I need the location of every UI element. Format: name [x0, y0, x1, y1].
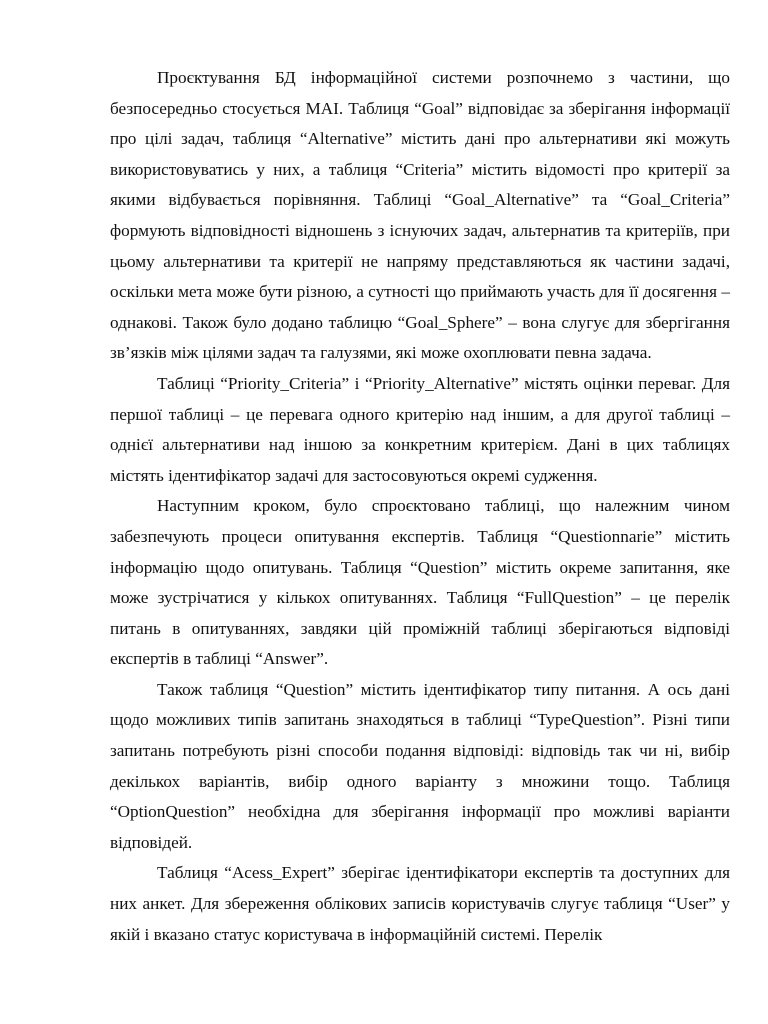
paragraph-mai-tables: Проєктування БД інформаційної системи розпочнемо з частини, що безпосередньо стосується МАІ. Таблиця “Goal” відповідає за зберігання інформації про цілі задач, таблиця “Alternative” містить дані про альтернативи які можуть використовуватись у них, а таблиця “Criteria” містить відомості про критерії за якими відбувається порівняння. Таблиці “Goal_Alternative” та “Goal_Criteria” формують відповідності відношень з існуючих задач, альтернатив та критеріїв, при цьому альтернативи та критерії не напряму представляються як частини задачі, оскільки мета може бути різною, а сутності що приймають участь для її досягення – однакові. Також було додано таблицю “Goal_Sphere” – вона слугує для збергігання зв’язків між цілями задач та галузями, які може охоплювати певна задача. — [110, 68, 730, 363]
paragraph-access-users: Таблиця “Acess_Expert” зберігає ідентифікатори експертів та доступних для них анкет. Для збереження облікових записів користувачів слугує таблиця “User” у якій і вказано статус користувача в інформаційній системі. Перелік — [110, 863, 730, 944]
paragraph-priority-tables: Таблиці “Priority_Criteria” і “Priority_Alternative” містять оцінки переваг. Для першої таблиці – це перевага одного критерію над іншим, а для другої таблиці – однієї альтернативи над іншою за конкретним критерієм. Дані в цих таблицях містять ідентифікатор задачі для застосовуються окремі судження. — [110, 373, 730, 485]
document-page — [110, 63, 730, 950]
paragraph-survey-tables: Наступним кроком, було спроєктовано таблиці, що належним чином забезпечують процеси опитування експертів. Таблиця “Questionnarie” містить інформацію щодо опитувань. Таблиця “Question” містить окреме запитання, яке може зустрічатися у кількох опитуваннях. Таблиця “FullQuestion” – це перелік питань в опитуваннях, завдяки цій проміжній таблиці зберігаються відповіді експертів в таблиці “Answer”. — [110, 496, 730, 669]
paragraph-question-types: Також таблиця “Question” містить ідентифікатор типу питання. А ось дані щодо можливих типів запитань знаходяться в таблиці “TypeQuestion”. Різні типи запитань потребують різні способи подання відповіді: відповідь так чи ні, вибір декількох варіантів, вибір одного варіанту з множини тощо. Таблиця “OptionQuestion” необхідна для зберігання інформації про можливі варіанти відповідей. — [110, 679, 730, 852]
